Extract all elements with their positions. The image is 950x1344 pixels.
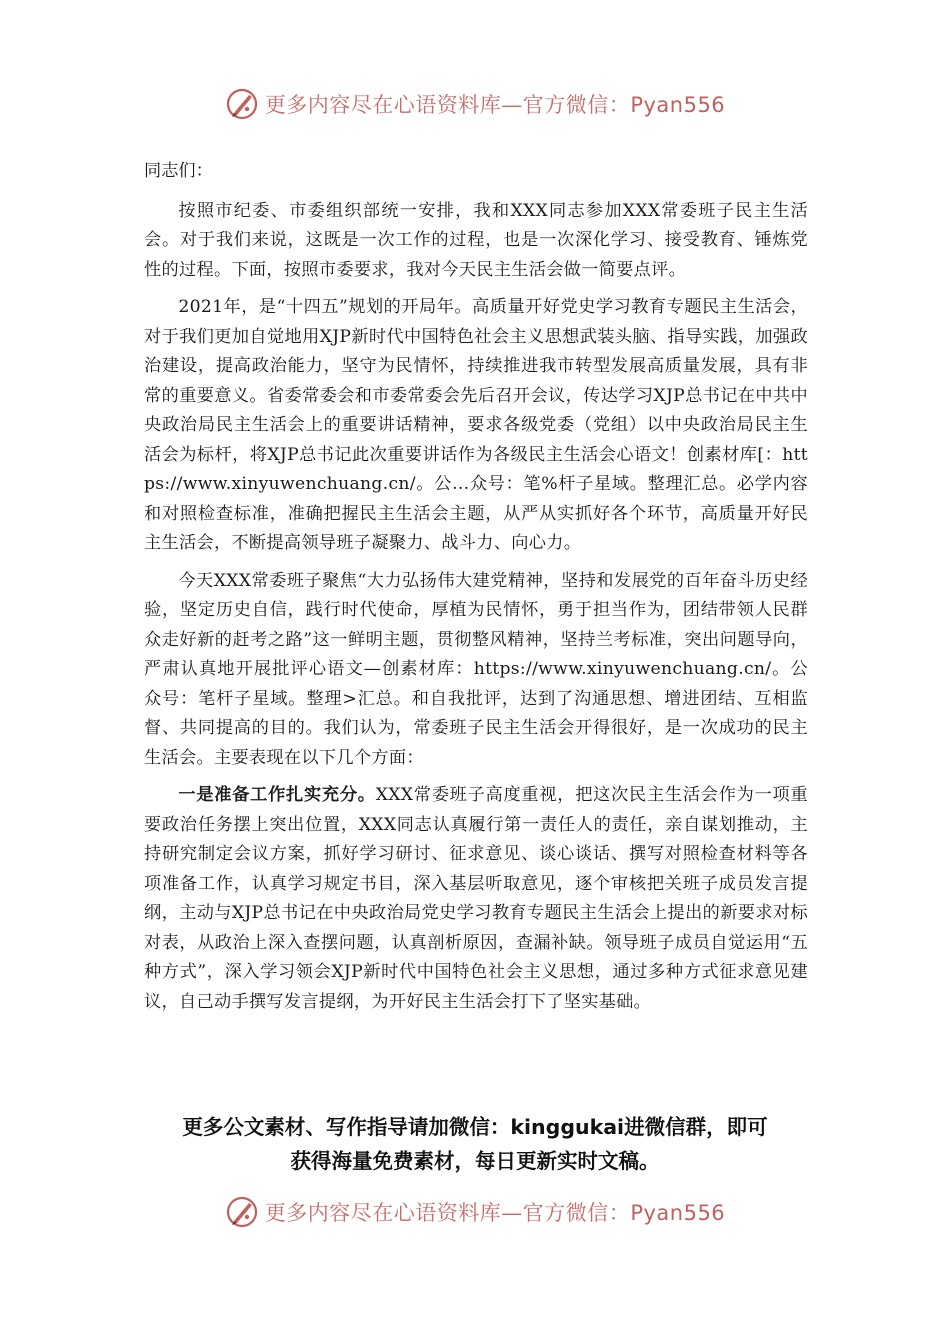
salutation: 同志们：	[144, 161, 213, 181]
footer-banner	[0, 1192, 950, 1232]
paragraph-2	[144, 293, 808, 559]
header-banner	[0, 84, 950, 124]
document-body	[144, 157, 808, 1025]
header-banner-text: 更多内容尽在心语资料库—官方微信：	[264, 93, 631, 117]
pen-logo-icon	[225, 87, 259, 121]
paragraph-text: 今天XXX常委班子聚焦“大力弘扬伟大建党精神，坚持和发展党的百年奋斗历史经验，坚定历史自信，践行时代使命，厚植为民情怀，勇于担当作为，团结带领人民群众走好新的赶考之路”这一鲜明主题，贯彻整风精神，坚持兰考标准，突出问题导向，严肃认真地开展批评心语文—创素材库：https://www.xinyuwenchuang.cn/。公众号：笔杆子星域。整理>汇总。和自我批评，达到了沟通思想、增进团结、互相监督、共同提高的目的。我们认为，常委班子民主生活会开得很好，是一次成功的民主生活会。主要表现在以下几个方面：	[144, 570, 808, 768]
paragraph-text: XXX常委班子高度重视，把这次民主生活会作为一项重要政治任务摆上突出位置，XXX同志认真履行第一责任人的责任，亲自谋划推动，主持研究制定会议方案，抓好学习研讨、征求意见、谈心谈话、撰写对照检查材料等各项准备工作，认真学习规定书目，深入基层听取意见，逐个审核把关班子成员发言提纲，主动与XJP总书记在中央政治局党史学习教育专题民主生活会上提出的新要求对标对表，从政治上深入查摆问题，认真剖析原因，查漏补缺。领导班子成员自觉运用“五种方式”，深入学习领会XJP新时代中国特色社会主义思想，通过多种方式征求意见建议，自己动手撰写发言提纲，为开好民主生活会打下了坚实基础。	[144, 785, 808, 1012]
paragraph-4	[144, 781, 808, 1017]
paragraph-1	[144, 197, 808, 286]
paragraph-text: 2021年，是“十四五”规划的开局年。高质量开好党史学习教育专题民主生活会，对于我们更加自觉地用XJP新时代中国特色社会主义思想武装头脑、指导实践，加强政治建设，提高政治能力，坚守为民情怀，持续推进我市转型发展高质量发展，具有非常的重要意义。省委常委会和市委常委会先后召开会议，传达学习XJP总书记在中共中央政治局民主生活会上的重要讲话精神，要求各级党委（党组）以中央政治局民主生活会为标杆，将XJP总书记此次重要讲话作为各级民主生活会心语文！创素材库[：https://www.xinyuwenchuang.cn/。公…众号：笔%杆子星域。整理汇总。必学内容和对照检查标准，准确把握民主生活会主题，从严从实抓好各个环节，高质量开好民主生活会，不断提高领导班子凝聚力、战斗力、向心力。	[144, 297, 808, 553]
footer-banner-text: 更多内容尽在心语资料库—官方微信：	[264, 1201, 631, 1225]
promo-line-1: 更多公文素材、写作指导请加微信：kinggukai进微信群，即可	[182, 1115, 768, 1139]
promo-line-2: 获得海量免费素材，每日更新实时文稿。	[290, 1149, 660, 1173]
header-wechat-id: Pyan556	[630, 93, 726, 117]
paragraph-lead: 一是准备工作扎实充分。	[178, 785, 376, 805]
paragraph-3	[144, 567, 808, 774]
footer-wechat-id: Pyan556	[630, 1201, 726, 1225]
promo-notice	[120, 1110, 830, 1178]
paragraph-text: 按照市纪委、市委组织部统一安排，我和XXX同志参加XXX常委班子民主生活会。对于我们来说，这既是一次工作的过程，也是一次深化学习、接受教育、锤炼党性的过程。下面，按照市委要求，我对今天民主生活会做一简要点评。	[144, 200, 808, 280]
pen-logo-icon	[225, 1195, 259, 1229]
